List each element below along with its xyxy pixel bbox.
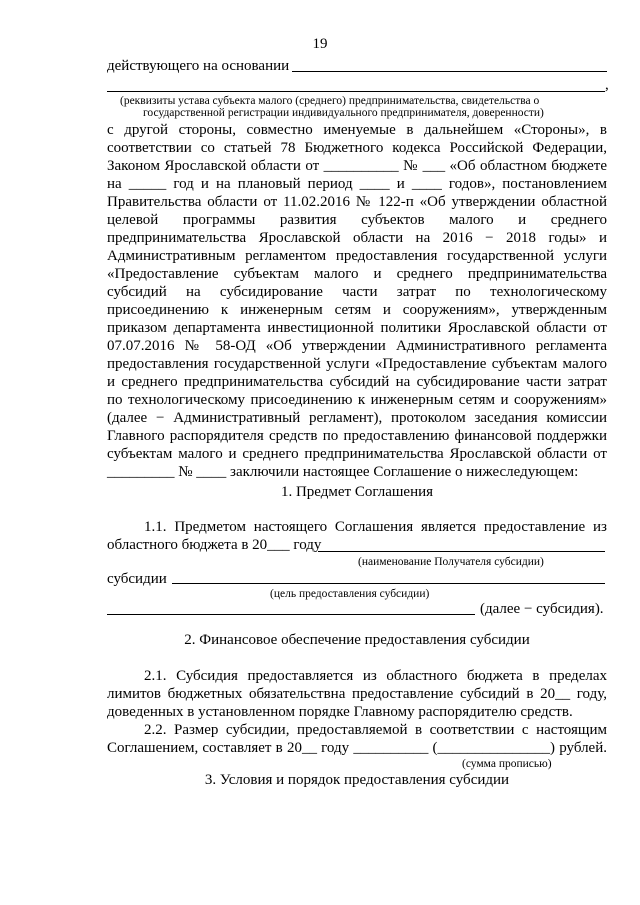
page-number: 19 [312,36,328,52]
section-2-1-line-3: доведенных в установленном порядке Главному распорядителю средств. [107,704,573,720]
body-line: с другой стороны, совместно именуемые в дальнейшем «Стороны», в [107,122,607,138]
section-2-2-line-2: Соглашением, составляет в 20__ году __________ (_______________) рублей. [107,740,607,756]
body-line: Законом Ярославской области от __________ № ___ «Об областном бюджете [107,158,607,174]
body-line: субъектам малого и среднего предпринимательства Ярославской области от [107,446,607,462]
agreement-body [107,121,607,481]
recipient-name-note: (наименование Получателя субсидии) [358,556,544,568]
body-line: (далее − Административный регламент), протоколом заседания комиссии [107,410,607,426]
body-line: Административным регламентом предоставления государственной услуги [107,248,607,264]
body-line: 07.07.2016 № 58-ОД «Об утверждении Административного регламента [107,338,607,354]
body-line: присоединению к инженерным сетям и сооружениям», утвержденным [107,302,607,318]
recipient-name-blank [318,551,605,552]
intro-note-1: (реквизиты устава субъекта малого (среднего) предпринимательства, свидетельства о [120,95,540,107]
section-2-heading: 2. Финансовое обеспечение предоставления субсидии [184,632,530,648]
section-1-heading: 1. Предмет Соглашения [280,484,434,500]
section-2-2-line-1: 2.2. Размер субсидии, предоставляемой в соответствии с настоящим [144,722,607,738]
body-line: Правительства области от 11.02.2016 № 122-п «Об утверждении областной [107,194,607,210]
body-line: целевой программы развития субъектов малого и среднего [107,212,607,228]
section-1-paragraph-line-2: областного бюджета в 20___ году [107,537,322,553]
body-line: приказом департамента инвестиционной политики Ярославской области от [107,320,607,336]
body-line: соответствии со статьей 78 Бюджетного кодекса Российской Федерации, [107,140,607,156]
section-1-paragraph-line-1: 1.1. Предметом настоящего Соглашения является предоставление из [144,519,607,535]
intro-blank-line-2 [107,91,605,92]
body-line: Главного распорядителя средств по предоставлению финансовой поддержки [107,428,607,444]
subsidy-definition: (далее − субсидия). [480,601,604,617]
section-3-heading: 3. Условия и порядок предоставления субсидии [204,772,510,788]
body-line: и среднего предпринимательства субсидий на субсидирование части затрат [107,374,607,390]
body-line: предпринимательства Ярославской области на 2016 − 2018 годы» и [107,230,607,246]
amount-in-words-note: (сумма прописью) [462,758,552,770]
section-2-1-line-1: 2.1. Субсидия предоставляется из областного бюджета в пределах [144,668,607,684]
body-line: субсидий на субсидирование части затрат по технологическому [107,284,607,300]
section-2-1-line-2: лимитов бюджетных обязательствна предоставление субсидий в 20__ году, [107,686,607,702]
body-line: на _____ год и на плановый период ____ и ____ годов», постановлением [107,176,607,192]
subsidy-purpose-note: (цель предоставления субсидии) [270,588,430,600]
subsidy-purpose-blank [172,583,605,584]
body-line: предоставления государственной услуги «Предоставление субъектам малого [107,356,607,372]
intro-line-2-tail: , [605,77,609,93]
intro-line-1: действующего на основании [107,58,290,74]
body-line: «Предоставление субъектам малого и среднего предпринимательства [107,266,607,282]
intro-note-2: государственной регистрации индивидуального предпринимателя, доверенности) [143,107,544,119]
subsidy-label: субсидии [107,571,167,587]
body-line: по технологическому присоединению к инженерным сетям и сооружениям» [107,392,607,408]
body-line: _________ № ____ заключили настоящее Соглашение о нижеследующем: [107,464,579,480]
intro-blank-line-1 [292,71,607,72]
subsidy-purpose-blank-2 [107,614,475,615]
